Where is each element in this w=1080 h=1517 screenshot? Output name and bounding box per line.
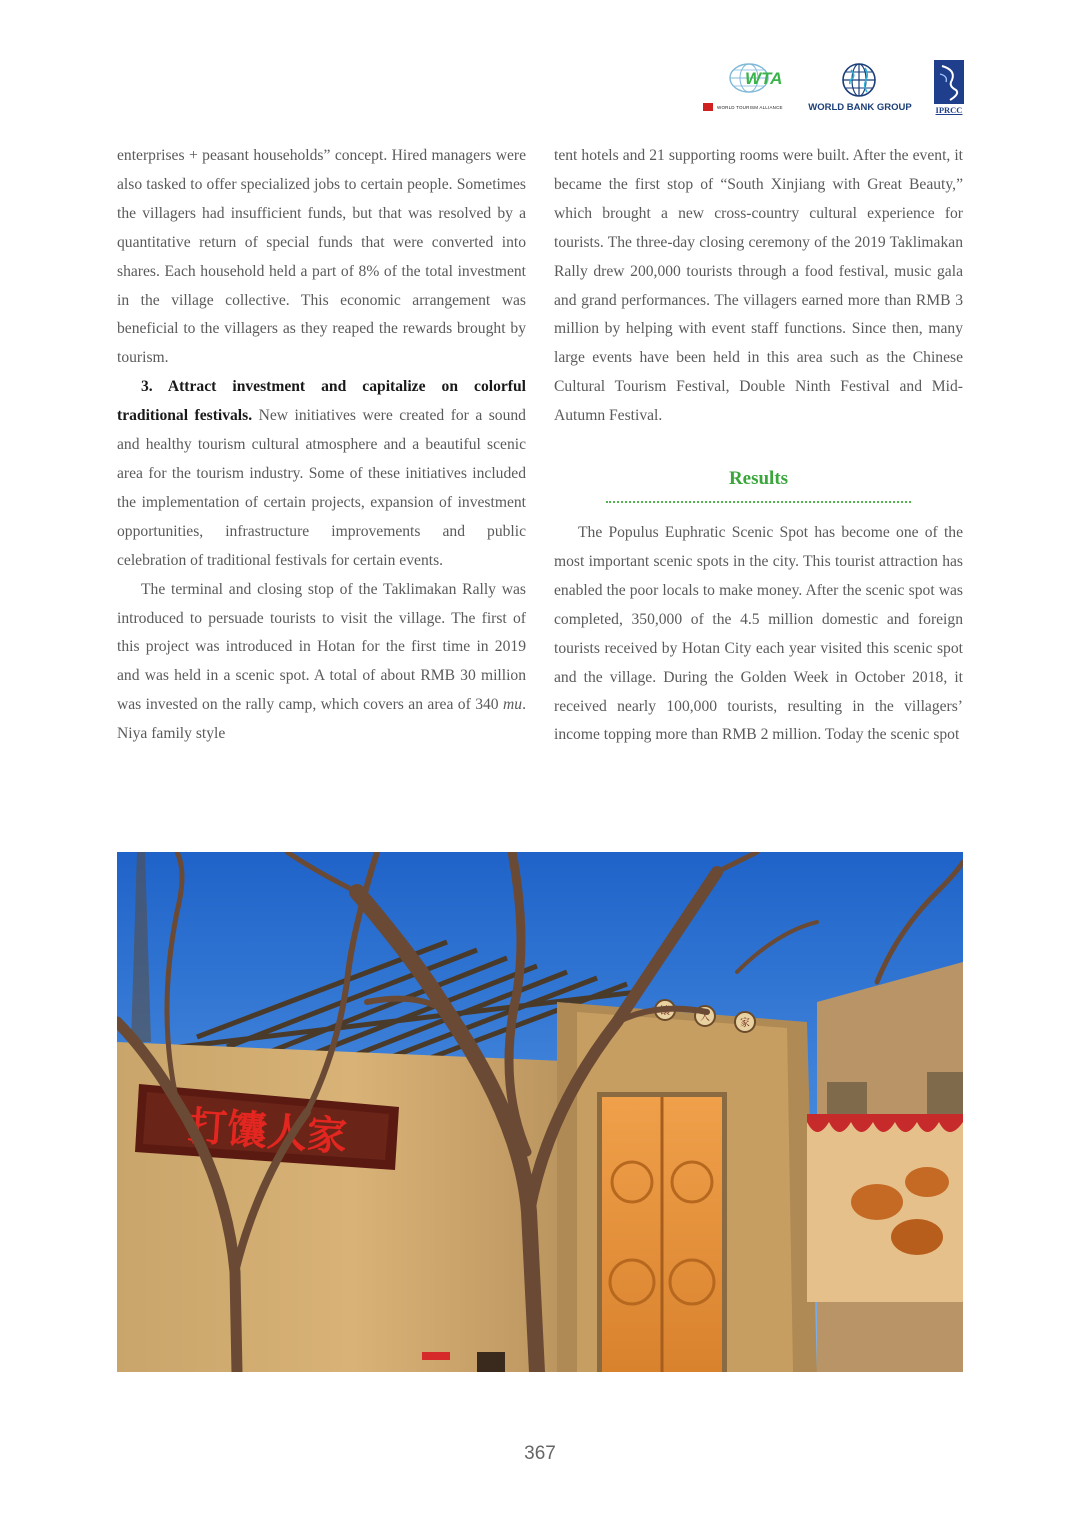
- iprcc-name: IPRCC: [935, 105, 963, 115]
- paragraph-taklimakan-rally: The terminal and closing stop of the Taklimakan Rally was introduced to persuade tourists to visit the village. The first of this project was introduced in Hotan for the first time in 2019 and was held in a scenic spot. A total of about RMB 30 million was invested on the rally camp, which covers an area of 340 mu. Niya family style: [117, 580, 526, 743]
- page-number: 367: [524, 1443, 556, 1464]
- gate-plaque-1: 馕: [660, 1006, 670, 1017]
- wta-caption: WORLD TOURISM ALLIANCE: [717, 104, 783, 110]
- results-divider: [606, 501, 911, 503]
- wta-globe-icon: [725, 60, 785, 94]
- left-column: [117, 142, 526, 749]
- header-logos: [700, 58, 970, 118]
- wta-flag-icon: [703, 103, 713, 111]
- paragraph-results: The Populus Euphratic Scenic Spot has become one of the most important scenic spots in the city. This tourist attraction has enabled the poor locals to make money. After the scenic spot was completed, 350,000 of the 4.5 million domestic and foreign tourists received by Hotan City each year visited this scenic spot and the village. During the Golden Week in October 2018, it received nearly 100,000 tourists, resulting in the villagers’ income topping more than RMB 2 million. Today the scenic spot: [554, 524, 963, 744]
- paragraph-festivals: [117, 373, 526, 575]
- paragraph-festivals-body: New initiatives were created for a sound and healthy tourism cultural atmosphere and a beautiful scenic area for the tourism industry. Some of these initiatives included the implementation of certain projects, expansion of investment opportunities, infrastructure improvements and public celebration of traditional festivals for certain events.: [117, 407, 526, 569]
- gate-plaque-3: 家: [740, 1018, 750, 1029]
- paragraph-rally-outcome: tent hotels and 21 supporting rooms were built. After the event, it became the first stop of “South Xinjiang with Great Beauty,” which brought a new cross-country cultural experience for tourists. The three-day closing ceremony of the 2019 Taklimakan Rally drew 200,000 tourists through a food festival, music gala and grand performances. The villagers earned more than RMB 3 million by helping with event staff functions. Since then, many large events have been held in this area such as the Chinese Cultural Tourism Festival, Double Ninth Festival and Mid-Autumn Festival.: [554, 147, 963, 425]
- wta-mark-text: WTA: [745, 69, 783, 88]
- right-column: [554, 142, 963, 750]
- village-gate-photo: [117, 852, 963, 1372]
- paragraph-cooperative-model: enterprises + peasant households” concept. Hired managers were also tasked to offer specialized jobs to certain people. Sometimes the villagers had insufficient funds, but that was resolved by a quantitative return of special funds that were converted into shares. Each household held a part of 8% of the total investment in the village collective. This economic arrangement was beneficial to the villagers as they reaped the rewards brought by tourism.: [117, 147, 526, 367]
- iprcc-emblem-icon: [934, 60, 964, 104]
- unit-mu: mu: [503, 696, 523, 714]
- section-lead-heading: 3. Attract investment and capitalize on colorful traditional festivals.: [117, 378, 526, 425]
- results-section-header: [554, 464, 963, 503]
- wta-logo: [700, 58, 795, 116]
- gate-plaque-2: 人: [700, 1012, 710, 1023]
- results-heading: Results: [728, 468, 789, 490]
- globe-icon: [841, 62, 877, 98]
- sign-text: 打馕人家: [185, 1103, 349, 1161]
- village-gate-illustration: [117, 852, 963, 1372]
- world-bank-group-logo: [806, 62, 914, 116]
- iprcc-logo: [932, 58, 966, 116]
- world-bank-group-name: WORLD BANK GROUP: [808, 102, 912, 113]
